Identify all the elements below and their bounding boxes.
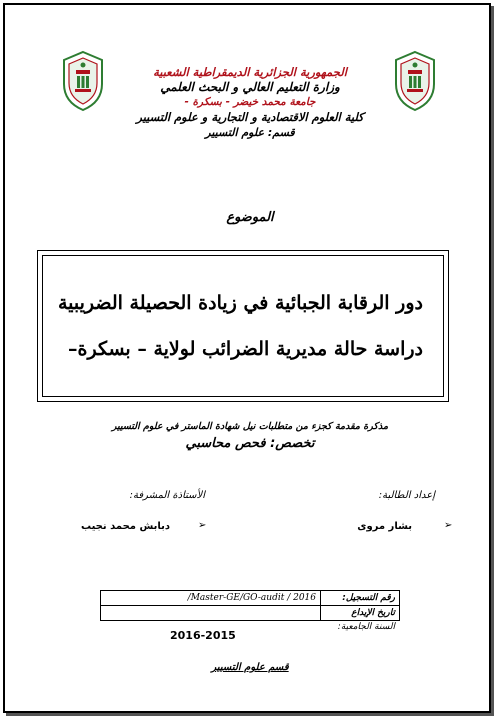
title-frame-inner — [42, 255, 444, 397]
deposit-row — [101, 606, 400, 621]
student-label: إعداد الطالبة: — [378, 490, 435, 501]
title-frame — [37, 250, 449, 402]
specialty: تخصص: فحص محاسبي — [185, 436, 315, 451]
deposit-date-label: تاريخ الإيداع — [321, 606, 400, 621]
student-name: بشار مروى — [357, 521, 412, 532]
republic-name: الجمهورية الجزائرية الديمقراطية الشعبية — [153, 65, 347, 79]
registration-number-value: /Master-GE/GO-audit / 2016 — [101, 591, 321, 606]
academic-year-value: 2016-2015 — [170, 629, 236, 642]
thesis-title-line2: دراسة حالة مديرية الضرائب لولاية – بسكرة– — [68, 338, 423, 360]
supervisor-name: دبابش محمد نجيب — [80, 521, 170, 532]
supervisor-label: الأستاذة المشرفة: — [129, 490, 205, 501]
institution-header — [70, 65, 430, 140]
deposit-date-value — [101, 606, 321, 621]
registration-table — [100, 590, 400, 621]
ministry-name: وزارة التعليم العالي و البحث العلمي — [160, 80, 340, 94]
bullet-marker: ➢ — [444, 520, 453, 531]
bullet-marker: ➢ — [198, 520, 207, 531]
subject-label: الموضوع — [226, 210, 274, 225]
faculty-name: كلية العلوم الاقتصادية و التجارية و علوم التسيير — [136, 110, 364, 124]
memo-description: مذكرة مقدمة كجزء من متطلبات نيل شهادة الماستر في علوم التسيير — [111, 421, 389, 432]
thesis-title-line1: دور الرقابة الجبائية في زيادة الحصيلة الضريبية — [57, 292, 423, 314]
registration-row — [101, 591, 400, 606]
academic-year-label: السنة الجامعية: — [337, 622, 395, 632]
footer-department: قسم علوم التسيير — [211, 662, 289, 673]
department-name: قسم: علوم التسيير — [205, 126, 295, 139]
registration-number-label: رقم التسجيل: — [321, 591, 400, 606]
university-name: جامعة محمد خيضر - بسكرة - — [184, 96, 316, 108]
